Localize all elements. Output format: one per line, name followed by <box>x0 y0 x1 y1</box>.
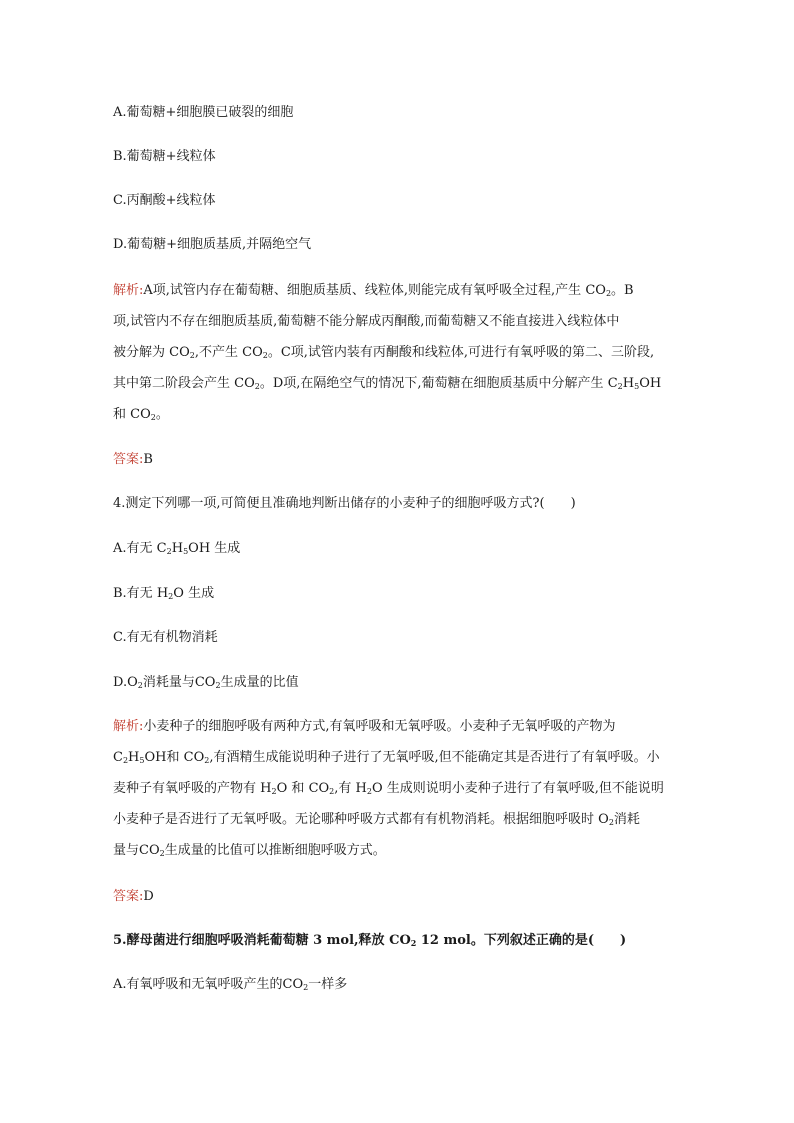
option-a: A.葡萄糖+细胞膜已破裂的细胞 <box>113 105 294 120</box>
answer-line-prev <box>113 452 153 468</box>
option-c: C.丙酮酸+线粒体 <box>113 193 216 208</box>
analysis-line-5: 和 $CO_2$。 <box>113 407 169 422</box>
q4-option-d: $D.O_2$消耗量与$CO_2$生成量的比值 <box>113 675 299 690</box>
question-4-stem: 4.测定下列哪一项,可简便且准确地判断出储存的小麦种子的细胞呼吸方式?( ) <box>113 496 576 511</box>
q5-option-a: A.有氧呼吸和无氧呼吸产生的$CO_2$一样多 <box>113 977 348 992</box>
q4-analysis-line-3: 麦种子有氧呼吸的产物有 $H_2O$ 和 $CO_2$,有 $H_2O$ 生成则说明小麦种子进行了有氧呼吸,但不能说明 <box>113 781 664 796</box>
analysis-line-2: 项,试管内不存在细胞质基质,葡萄糖不能分解成丙酮酸,而葡萄糖又不能直接进入线粒体中 <box>113 314 620 329</box>
option-b: B.葡萄糖+线粒体 <box>113 149 216 164</box>
q4-option-b: B.有无 $H_2O$ 生成 <box>113 586 215 601</box>
analysis-label: 解析: <box>113 283 144 298</box>
answer-value: D <box>143 889 154 904</box>
analysis-label: 解析: <box>113 719 144 734</box>
q4-analysis-line-4: 小麦种子是否进行了无氧呼吸。无论哪种呼吸方式都有有机物消耗。根据细胞呼吸时 $O_2$消耗 <box>113 812 640 827</box>
answer-line-q4 <box>113 889 154 905</box>
q4-analysis-line-2: $C_2H_5OH$和 $CO_2$,有酒精生成能说明种子进行了无氧呼吸,但不能确定其是否进行了有氧呼吸。小 <box>113 750 660 765</box>
q4-option-c: C.有无有机物消耗 <box>113 630 218 645</box>
answer-label: 答案: <box>113 452 144 467</box>
answer-label: 答案: <box>113 889 144 904</box>
option-d: D.葡萄糖+细胞质基质,并隔绝空气 <box>113 237 312 252</box>
q4-analysis-line-5: 量与$CO_2$生成量的比值可以推断细胞呼吸方式。 <box>113 843 386 858</box>
analysis-line-4: 其中第二阶段会产生 $CO_2$。D项,在隔绝空气的情况下,葡萄糖在细胞质基质中分解产生 $C_2H_5OH$ <box>113 376 662 391</box>
analysis-line-3: 被分解为 $CO_2$,不产生 $CO_2$。C项,试管内装有丙酮酸和线粒体,可进行有氧呼吸的第二、三阶段, <box>113 345 655 360</box>
q4-analysis-line-1: 解析:小麦种子的细胞呼吸有两种方式,有氧呼吸和无氧呼吸。小麦种子无氧呼吸的产物为 <box>113 719 616 734</box>
question-5-stem: 5.酵母菌进行细胞呼吸消耗葡萄糖 3 mol,释放 $CO_2$ 12 mol。下列叙述正确的是( ) <box>113 933 627 948</box>
analysis-line-1: 解析:A项,试管内存在葡萄糖、细胞质基质、线粒体,则能完成有氧呼吸全过程,产生 $CO_2$。B <box>113 283 634 298</box>
answer-value: B <box>143 452 153 467</box>
q4-option-a: A.有无 $C_2H_5OH$ 生成 <box>113 541 241 556</box>
